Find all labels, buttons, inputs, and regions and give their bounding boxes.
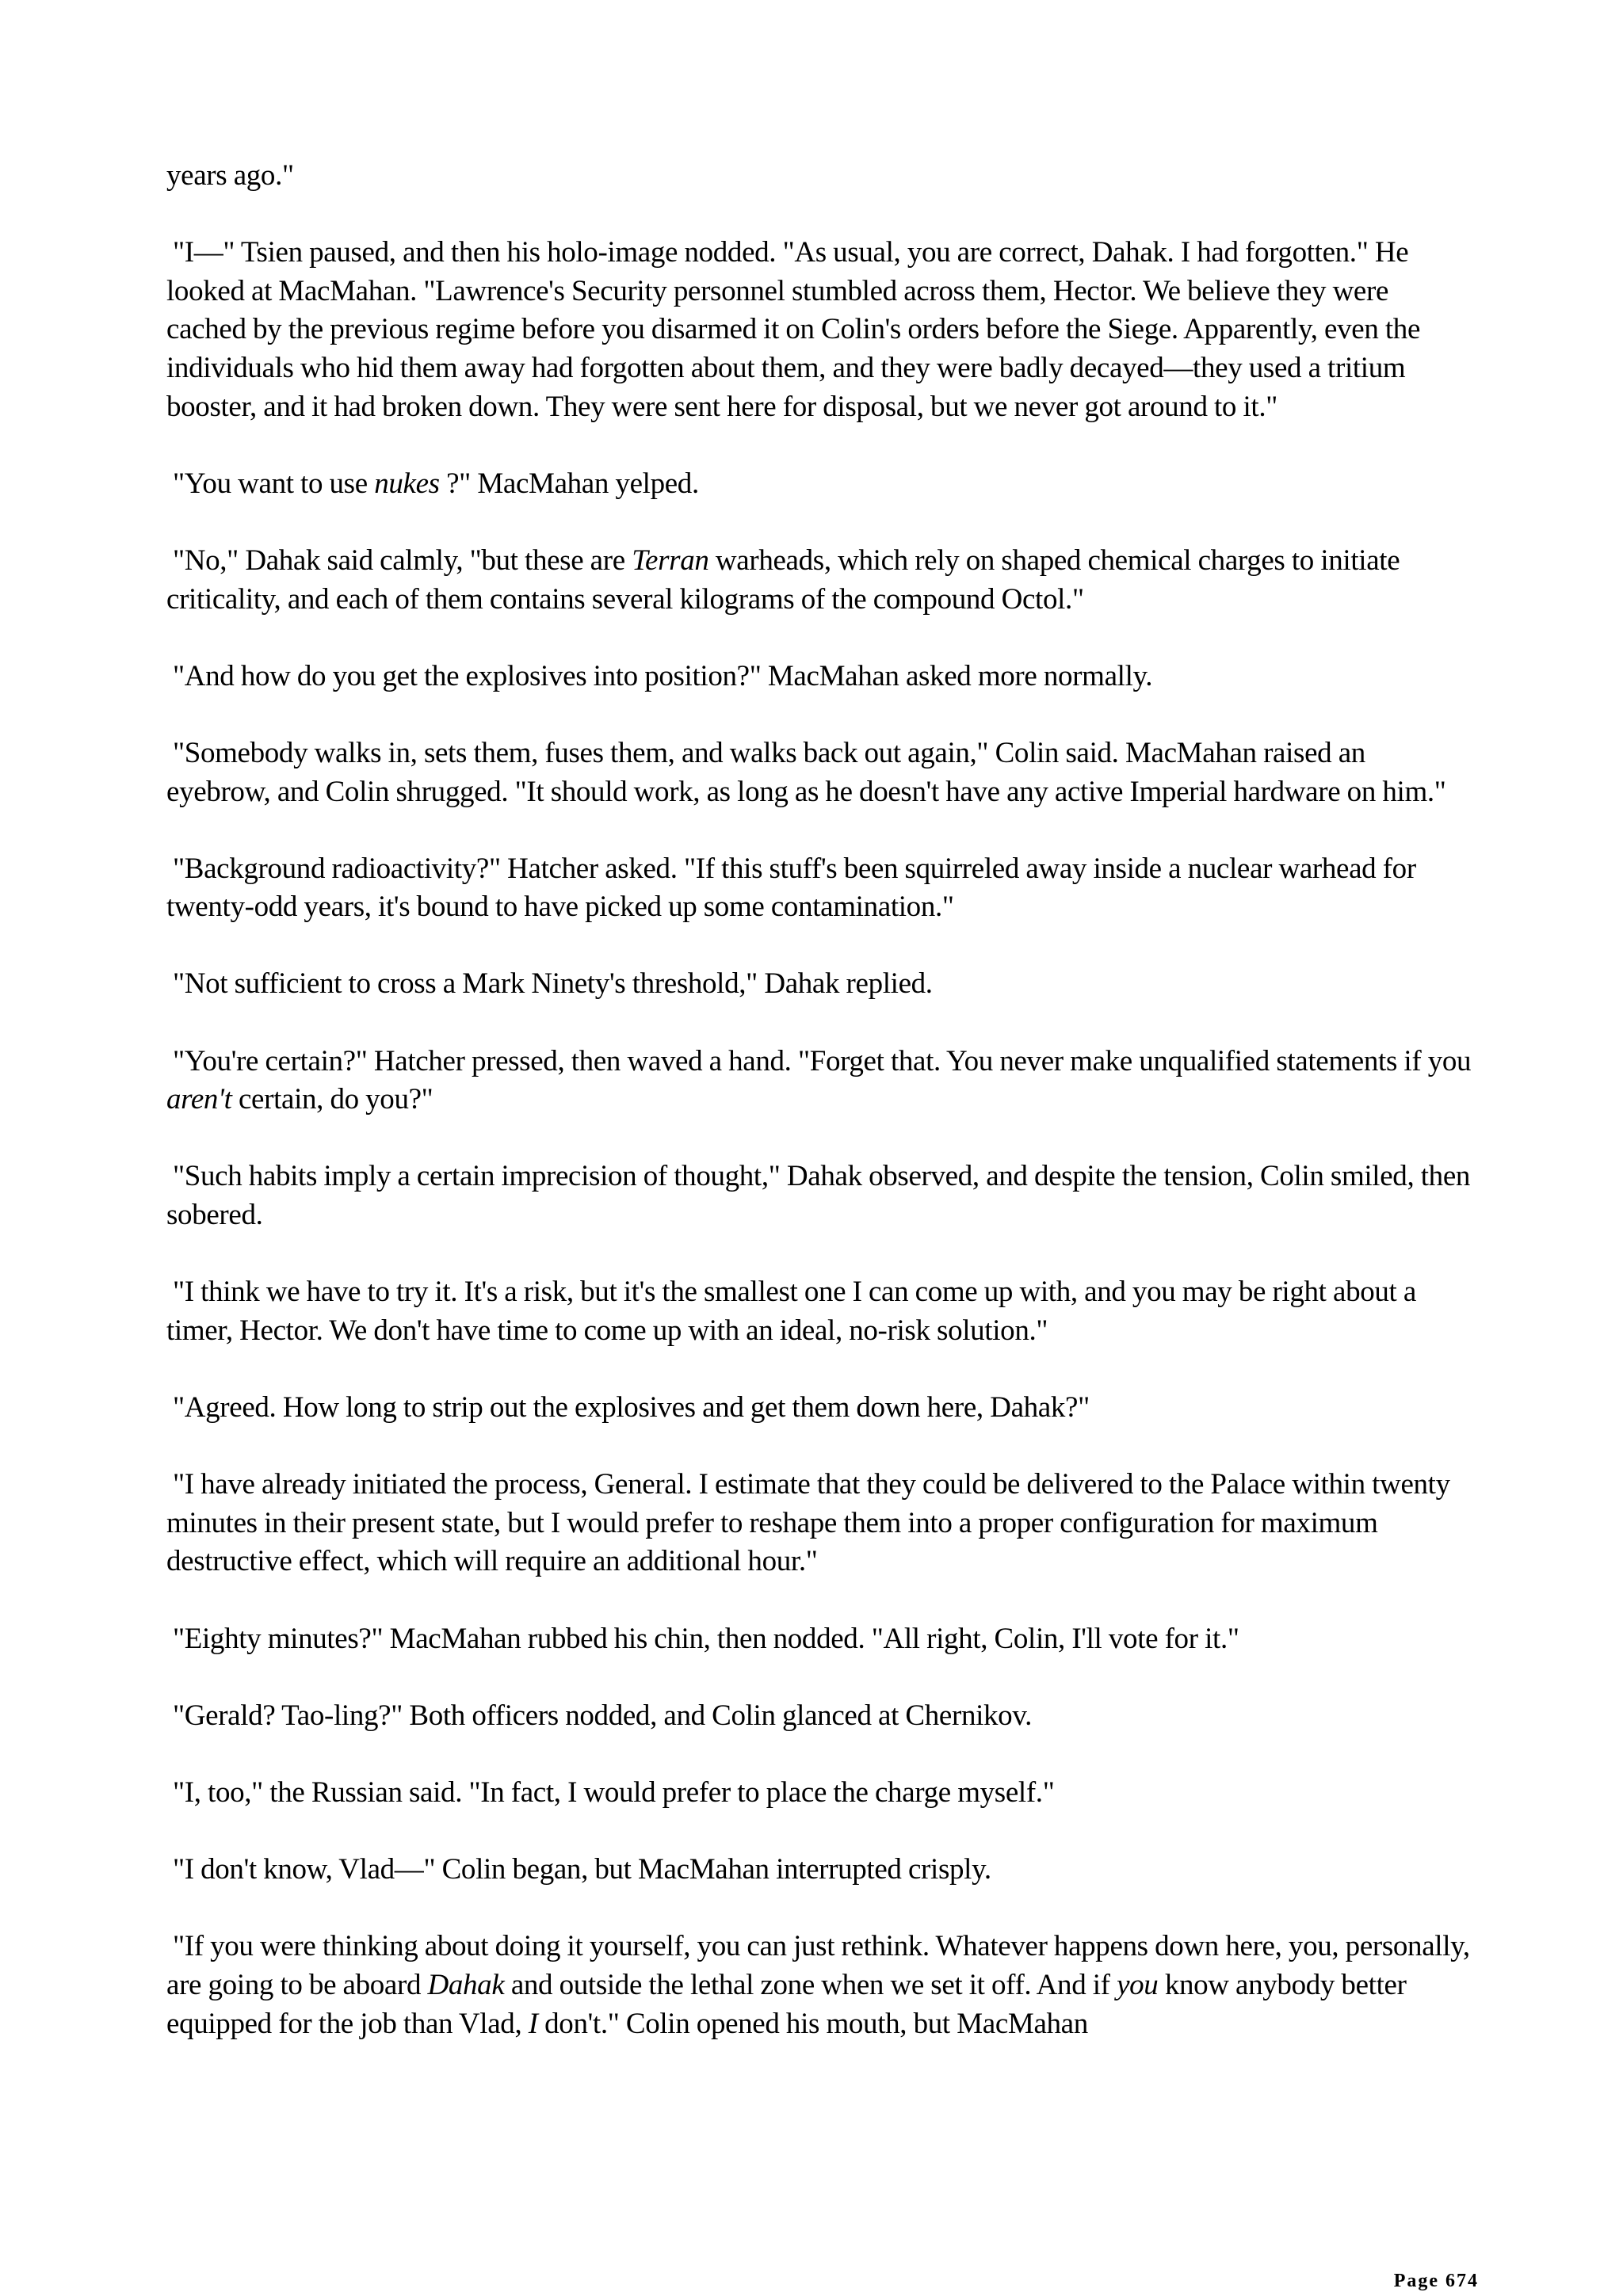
paragraph <box>166 234 1474 426</box>
paragraph <box>166 658 1474 696</box>
page-number: Page 674 <box>1393 2271 1479 2291</box>
paragraph <box>166 1851 1474 1890</box>
text-run: "I—" Tsien paused, and then his holo-image nodded. "As usual, you are correct, Dahak. I had forgotten." He looked at MacMahan. "Lawrence's Security personnel stumbled across them, Hector. We believe they were cached by the previous regime before you disarmed it on Colin's orders before the Siege. Apparently, even the individuals who hid them away had forgotten about them, and they were badly decayed—they used a tritium booster, and it had broken down. They were sent here for disposal, but we never got around to it." <box>166 236 1421 423</box>
text-run: "If you were thinking about doing it yourself, you can just rethink. Whatever happens down here, you, personally, are going to be aboard <box>166 1930 1470 2001</box>
italic-text-run: aren't <box>166 1083 232 1116</box>
paragraph <box>166 965 1474 1004</box>
text-run: "You want to use <box>173 467 375 500</box>
text-run: and outside the lethal zone when we set it off. And if <box>504 1968 1117 2001</box>
paragraph <box>166 1466 1474 1581</box>
text-run: warheads, which rely on shaped chemical charges to initiate criticality, and each of them contains several kilograms of the compound Octol." <box>166 543 1400 616</box>
text-run: certain, do you?" <box>231 1083 433 1116</box>
text-run: "Agreed. How long to strip out the explosives and get them down here, Dahak?" <box>173 1391 1090 1424</box>
text-run: "Background radioactivity?" Hatcher asked. "If this stuff's been squirreled away inside a nuclear warhead for twenty-odd years, it's bound to have picked up some contamination." <box>166 852 1416 924</box>
paragraph <box>166 1774 1474 1813</box>
italic-text-run: Dahak <box>427 1968 505 2001</box>
text-run: "I don't know, Vlad—" Colin began, but MacMahan interrupted crisply. <box>173 1853 991 1886</box>
text-run: ?" MacMahan yelped. <box>439 467 699 500</box>
text-run: "I, too," the Russian said. "In fact, I would prefer to place the charge myself." <box>173 1775 1055 1809</box>
body-text <box>166 157 1474 2043</box>
text-run: "I have already initiated the process, General. I estimate that they could be delivered to the Palace within twenty minutes in their present state, but I would prefer to reshape them into a proper configuration for maximum destructive effect, which will require an additional hour." <box>166 1468 1450 1578</box>
italic-text-run: I <box>528 2007 538 2040</box>
paragraph <box>166 1389 1474 1428</box>
text-run: "No," Dahak said calmly, "but these are <box>173 543 632 577</box>
paragraph <box>166 1043 1474 1119</box>
text-run: "And how do you get the explosives into position?" MacMahan asked more normally. <box>173 659 1153 692</box>
text-run: "You're certain?" Hatcher pressed, then waved a hand. "Forget that. You never make unqualified statements if you <box>173 1044 1472 1077</box>
text-run: know anybody better equipped for the job than Vlad, <box>166 1968 1407 2040</box>
text-run: "Not sufficient to cross a Mark Ninety's threshold," Dahak replied. <box>173 967 933 1001</box>
paragraph <box>166 850 1474 927</box>
text-run: "Such habits imply a certain imprecision of thought," Dahak observed, and despite the tension, Colin smiled, then sobered. <box>166 1160 1471 1232</box>
paragraph <box>166 465 1474 504</box>
text-run: "Eighty minutes?" MacMahan rubbed his chin, then nodded. "All right, Colin, I'll vote for it." <box>173 1622 1239 1655</box>
paragraph <box>166 734 1474 811</box>
paragraph <box>166 1158 1474 1234</box>
text-run: "Somebody walks in, sets them, fuses them, and walks back out again," Colin said. MacMahan raised an eyebrow, and Colin shrugged. "It should work, as long as he doesn't have any active Imperial hardware on him." <box>166 736 1446 808</box>
paragraph <box>166 157 1474 196</box>
italic-text-run: nukes <box>374 467 440 500</box>
text-run: don't." Colin opened his mouth, but MacMahan <box>537 2007 1088 2040</box>
text-run: years ago." <box>166 159 294 192</box>
text-run: "Gerald? Tao-ling?" Both officers nodded, and Colin glanced at Chernikov. <box>173 1699 1032 1732</box>
paragraph <box>166 1697 1474 1736</box>
italic-text-run: Terran <box>632 543 709 577</box>
text-run: "I think we have to try it. It's a risk, but it's the smallest one I can come up with, and you may be right about a timer, Hector. We don't have time to come up with an ideal, no-risk solution." <box>166 1276 1416 1347</box>
paragraph <box>166 1928 1474 2043</box>
paragraph <box>166 1273 1474 1350</box>
italic-text-run: you <box>1117 1968 1159 2001</box>
paragraph <box>166 1620 1474 1659</box>
paragraph <box>166 542 1474 619</box>
